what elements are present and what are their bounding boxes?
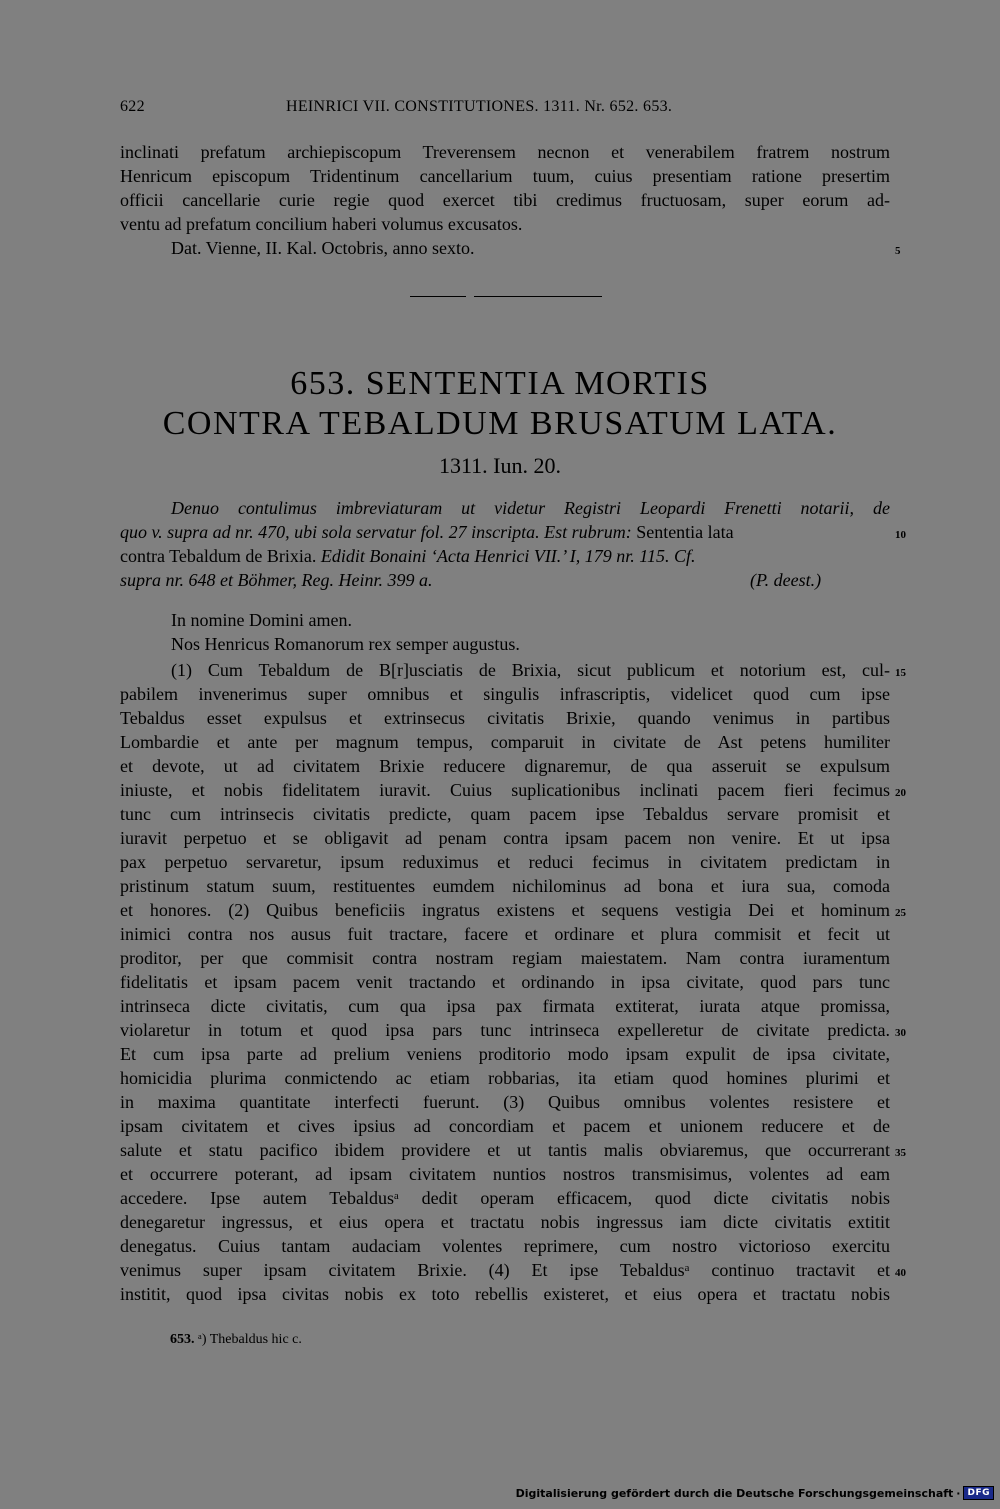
text-line: Tebaldus esset expulsus et extrinsecus civitatis Brixie, quando venimus in partibus: [120, 708, 890, 728]
intro-italic: supra nr. 648 et Böhmer, Reg. Heinr. 399 a.: [120, 570, 433, 590]
dating-clause: Dat. Vienne, II. Kal. Octobris, anno sexto.: [171, 238, 475, 258]
text-line: ipsam civitatem et cives ipsius ad concordiam et pacem et unionem reducere et de: [120, 1116, 890, 1136]
text-line: institit, quod ipsa civitas nobis ex toto rebellis existeret, et eius opera et tractatu nobis: [120, 1284, 890, 1304]
text-line: proditor, per que commisit contra nostram regiam maiestatem. Nam contra iuramentum: [120, 948, 890, 968]
margin-line-number: 35: [895, 1147, 906, 1159]
credit-text: Digitalisierung gefördert durch die Deutsche Forschungsgemeinschaft: [515, 1486, 954, 1500]
text-line: et honores. (2) Quibus beneficiis ingratus existens et sequens vestigia Dei et hominum: [120, 900, 890, 920]
text-line: pristinum statum suum, restituentes eumdem nichilominus ad bona et iura sua, comoda: [120, 876, 890, 896]
intro-rubric: Sententia lata: [631, 522, 734, 542]
margin-line-number: 30: [895, 1027, 906, 1039]
intro-italic: Edidit Bonaini ‘Acta Henrici VII.’ I, 179 nr. 115. Cf.: [320, 546, 696, 566]
intro-rubric: contra Tebaldum de Brixia.: [120, 546, 321, 566]
text-line: homicidia plurima conmictendo ac etiam robbarias, ita etiam quod homines plurimi et: [120, 1068, 890, 1088]
prev-doc-line: Henricum episcopum Tridentinum cancellarium tuum, cuius presentiam ratione presertim: [120, 166, 890, 186]
page-number: 622: [120, 98, 145, 115]
text-line: et devote, ut ad civitatem Brixie reducere dignaremur, de qua asseruit se expulsum: [120, 756, 890, 776]
intitulatio: Nos Henricus Romanorum rex semper augustus.: [171, 634, 520, 654]
intro-print-note: (P. deest.): [750, 570, 822, 590]
running-head: [120, 98, 890, 122]
margin-line-number: 10: [895, 529, 906, 541]
footnote-text: ᵃ) Thebaldus hic c.: [198, 1332, 302, 1347]
running-title: HEINRICI VII. CONSTITUTIONES. 1311. Nr. 652. 653.: [286, 98, 673, 115]
document-date: 1311. Iun. 20.: [438, 453, 561, 478]
margin-line-number: 5: [895, 245, 901, 257]
invocatio: In nomine Domini amen.: [171, 610, 352, 630]
margin-line-number: 20: [895, 787, 906, 799]
text-line: in maxima quantitate interfecti fuerunt. (3) Quibus omnibus volentes resistere et: [120, 1092, 890, 1112]
prev-doc-line: ventu ad prefatum concilium haberi volumus excusatos.: [120, 214, 523, 234]
text-line: pabilem invenerimus super omnibus et singulis infrascriptis, videlicet quod cum ipse: [120, 684, 890, 704]
separator-rule: [474, 296, 602, 297]
intro-line: Denuo contulimus imbreviaturam ut videtur Registri Leopardi Frenetti notarii, de: [171, 498, 890, 518]
footnote: [170, 1330, 302, 1350]
digitization-credit: Digitalisierung gefördert durch die Deutsche Forschungsgemeinschaft · DFG: [516, 1483, 994, 1503]
separator-rule: [410, 296, 466, 297]
text-line: fidelitatis et ipsam pacem venit tractando et ordinando in ipsa civitate, quod pars tunc: [120, 972, 890, 992]
margin-line-number: 15: [895, 667, 906, 679]
text-line: iniuste, et nobis fidelitatem iuravit. Cuius suplicationibus inclinati pacem fieri fecimus: [120, 780, 890, 800]
footnote-number: 653.: [170, 1332, 195, 1347]
intro-line: [120, 568, 890, 592]
text-line: pax perpetuo servaretur, ipsum reduximus et reduci fecimus in civitatem predictam in: [120, 852, 890, 872]
text-line: (1) Cum Tebaldum de B[r]usciatis de Brixia, sicut publicum et notorium est, cul-: [171, 660, 890, 680]
document-title: CONTRA TEBALDUM BRUSATUM LATA.: [162, 405, 838, 442]
text-line: iuravit perpetuo et se obligavit ad penam contra ipsam pacem non venire. Et ut ipsa: [120, 828, 890, 848]
prev-doc-line: officii cancellarie curie regie quod exercet tibi credimus fructuosam, super eorum ad-: [120, 190, 890, 210]
text-line: venimus super ipsam civitatem Brixie. (4) Et ipse Tebaldusᵃ continuo tractavit et: [120, 1260, 890, 1280]
prev-doc-line: inclinati prefatum archiepiscopum Treverensem necnon et venerabilem fratrem nostrum: [120, 142, 890, 162]
text-line: denegatus. Cuius tantam audaciam volentes reprimere, cum nostro victorioso exercitu: [120, 1236, 890, 1256]
margin-line-number: 40: [895, 1267, 906, 1279]
text-line: accedere. Ipse autem Tebaldusᵃ dedit operam efficacem, quod dicte civitatis nobis: [120, 1188, 890, 1208]
text-line: intrinseca dicte civitatis, cum qua ipsa pax firmata extiterat, iurata atque promissa,: [120, 996, 890, 1016]
dfg-logo-icon: DFG: [963, 1486, 994, 1500]
text-line: salute et statu pacifico ibidem providere et ut tantis malis obviaremus, que occurrerant: [120, 1140, 890, 1160]
text-line: denegaretur ingressus, et eius opera et tractatu nobis ingressus iam dicte civitatis extitit: [120, 1212, 890, 1232]
intro-line: [120, 544, 890, 568]
text-line: violaretur in totum et quod ipsa pars tunc intrinseca expelleretur de civitate predicta.: [120, 1020, 890, 1040]
margin-line-number: 25: [895, 907, 906, 919]
text-line: tunc cum intrinsecis civitatis predicte, quam pacem ipse Tebaldus servare promisit et: [120, 804, 890, 824]
intro-italic: quo v. supra ad nr. 470, ubi sola servatur fol. 27 inscripta. Est rubrum:: [120, 522, 632, 542]
document-title: 653. SENTENTIA MORTIS: [290, 365, 710, 402]
text-line: Et cum ipsa parte ad prelium veniens proditorio modo ipsam expulit de ipsa civitate,: [120, 1044, 890, 1064]
text-line: Lombardie et ante per magnum tempus, comparuit in civitate de Ast petens humiliter: [120, 732, 890, 752]
text-line: inimici contra nos ausus fuit tractare, facere et ordinare et plura commisit et fecit ut: [120, 924, 890, 944]
intro-line: [120, 520, 890, 544]
text-line: et occurrere poterant, ad ipsam civitatem nuntios nostros transmisimus, volentes ad eam: [120, 1164, 890, 1184]
